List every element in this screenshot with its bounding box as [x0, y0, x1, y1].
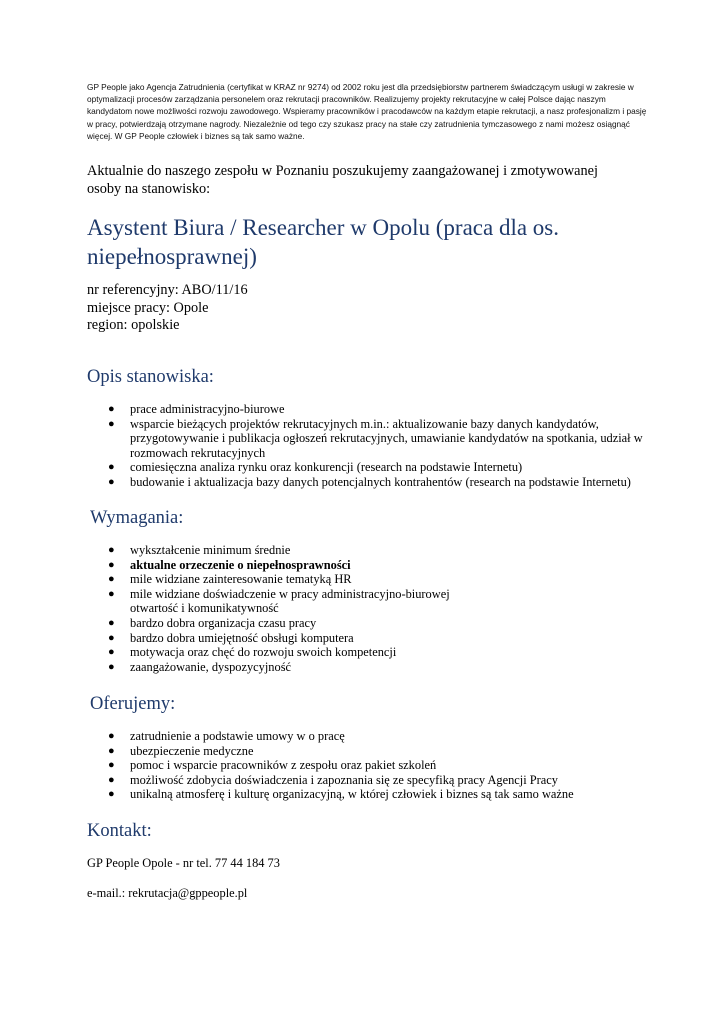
- list-item: ● wykształcenie minimum średnie: [108, 543, 291, 557]
- work-place: miejsce pracy: Opole: [87, 299, 209, 316]
- job-title: Asystent Biura / Researcher w Opolu (praca dla os. niepełnosprawnej): [87, 215, 559, 269]
- list-item: ● prace administracyjno-biurowe: [108, 402, 285, 416]
- bullet-icon: ●: [108, 558, 115, 571]
- bullet-icon: ●: [108, 403, 115, 415]
- job-meta: [87, 282, 587, 335]
- bullet-icon: ●: [108, 544, 115, 556]
- bullet-icon: ●: [108, 616, 115, 629]
- list-item: ● comiesięczna analiza rynku oraz konkurencji (research na podstawie Internetu): [108, 460, 523, 475]
- list-item: ● aktualne orzeczenie o niepełnosprawności: [108, 557, 351, 572]
- region: region: opolskie: [87, 317, 180, 333]
- list-item: ● motywacja oraz chęć do rozwoju swoich kompetencji: [108, 645, 397, 660]
- bullet-icon: ●: [108, 744, 115, 757]
- bullet-icon: ●: [108, 417, 115, 430]
- bullet-icon: ●: [108, 660, 115, 673]
- list-item: ● bardzo dobra organizacja czasu pracy: [108, 615, 317, 630]
- list-item: ● bardzo dobra umiejętność obsługi komputera: [108, 630, 354, 645]
- section-heading-offer: Oferujemy:: [90, 694, 176, 714]
- description-list: [108, 402, 648, 490]
- list-item: ● zaangażowanie, dyspozycyjność: [108, 659, 292, 674]
- bullet-icon: ●: [108, 788, 115, 801]
- company-intro: GP People jako Agencja Zatrudnienia (certyfikat w KRAZ nr 9274) od 2002 roku jest dla przedsiębiorstw partnerem świadczącym usługi w zakresie w optymalizacji procesów zarządzania personelem oraz rekrutacji pracowników. Realizujemy projekty rekrutacyjne w całej Polsce dając naszym kandydatom nowe możliwości rozwoju zawodowego. Wspieramy pracowników i pracodawców na każdym etapie rekrutacji, a nasz profesjonalizm i pasję w pracy, potwierdzają otrzymane nagrody. Niezależnie od tego czy szukasz pracy na stałe czy zatrudnienia tymczasowego z nami możesz osiągnąć więcej. W GP People człowiek i biznes są tak samo ważne.: [87, 82, 647, 141]
- list-item: ● zatrudnienie a podstawie umowy w o pracę: [108, 729, 345, 743]
- section-heading-contact: Kontakt:: [87, 821, 152, 841]
- section-heading-description: Opis stanowiska:: [87, 367, 214, 387]
- list-item: ● pomoc i wsparcie pracowników z zespołu oraz pakiet szkoleń: [108, 758, 437, 773]
- list-item: ● możliwość zdobycia doświadczenia i zapoznania się ze specyfiką pracy Agencji Pracy: [108, 772, 558, 787]
- list-item: ● mile widziane zainteresowanie tematyką HR: [108, 572, 352, 587]
- offer-list: [108, 729, 648, 802]
- section-heading-requirements: Wymagania:: [90, 508, 184, 528]
- bullet-icon: ●: [108, 730, 115, 742]
- bullet-icon: ●: [108, 773, 115, 786]
- bullet-icon: ●: [108, 759, 115, 772]
- list-item-continuation: otwartość i komunikatywność: [130, 601, 279, 616]
- bullet-icon: ●: [108, 475, 115, 488]
- bullet-icon: ●: [108, 646, 115, 659]
- requirements-list: [108, 543, 648, 674]
- bullet-icon: ●: [108, 461, 115, 474]
- contact-phone: GP People Opole - nr tel. 77 44 184 73: [87, 856, 280, 870]
- bullet-icon: ●: [108, 587, 115, 600]
- bullet-icon: ●: [108, 631, 115, 644]
- list-item: ● unikalną atmosferę i kulturę organizacyjną, w której człowiek i biznes są tak samo ważne: [108, 787, 574, 802]
- list-item: ● budowanie i aktualizacja bazy danych potencjalnych kontrahentów (research na podstawie Internetu): [108, 474, 631, 489]
- list-item: ● mile widziane doświadczenie w pracy administracyjno-biurowej: [108, 586, 450, 601]
- bullet-icon: ●: [108, 573, 115, 586]
- list-item: ● wsparcie bieżących projektów rekrutacyjnych m.in.: aktualizowanie bazy danych kandydatów, przygotowywanie i publikacja ogłoszeń rekrutacyjnych, umawianie kandydatów na spotkania, udział w rozmowach rekrutacyjnych: [108, 416, 643, 460]
- list-item: ● ubezpieczenie medyczne: [108, 743, 254, 758]
- lead-text: Aktualnie do naszego zespołu w Poznaniu poszukujemy zaangażowanej i zmotywowanej osoby na stanowisko:: [87, 163, 598, 197]
- reference-number: nr referencyjny: ABO/11/16: [87, 282, 248, 298]
- contact-email: e-mail.: rekrutacja@gppeople.pl: [87, 886, 248, 900]
